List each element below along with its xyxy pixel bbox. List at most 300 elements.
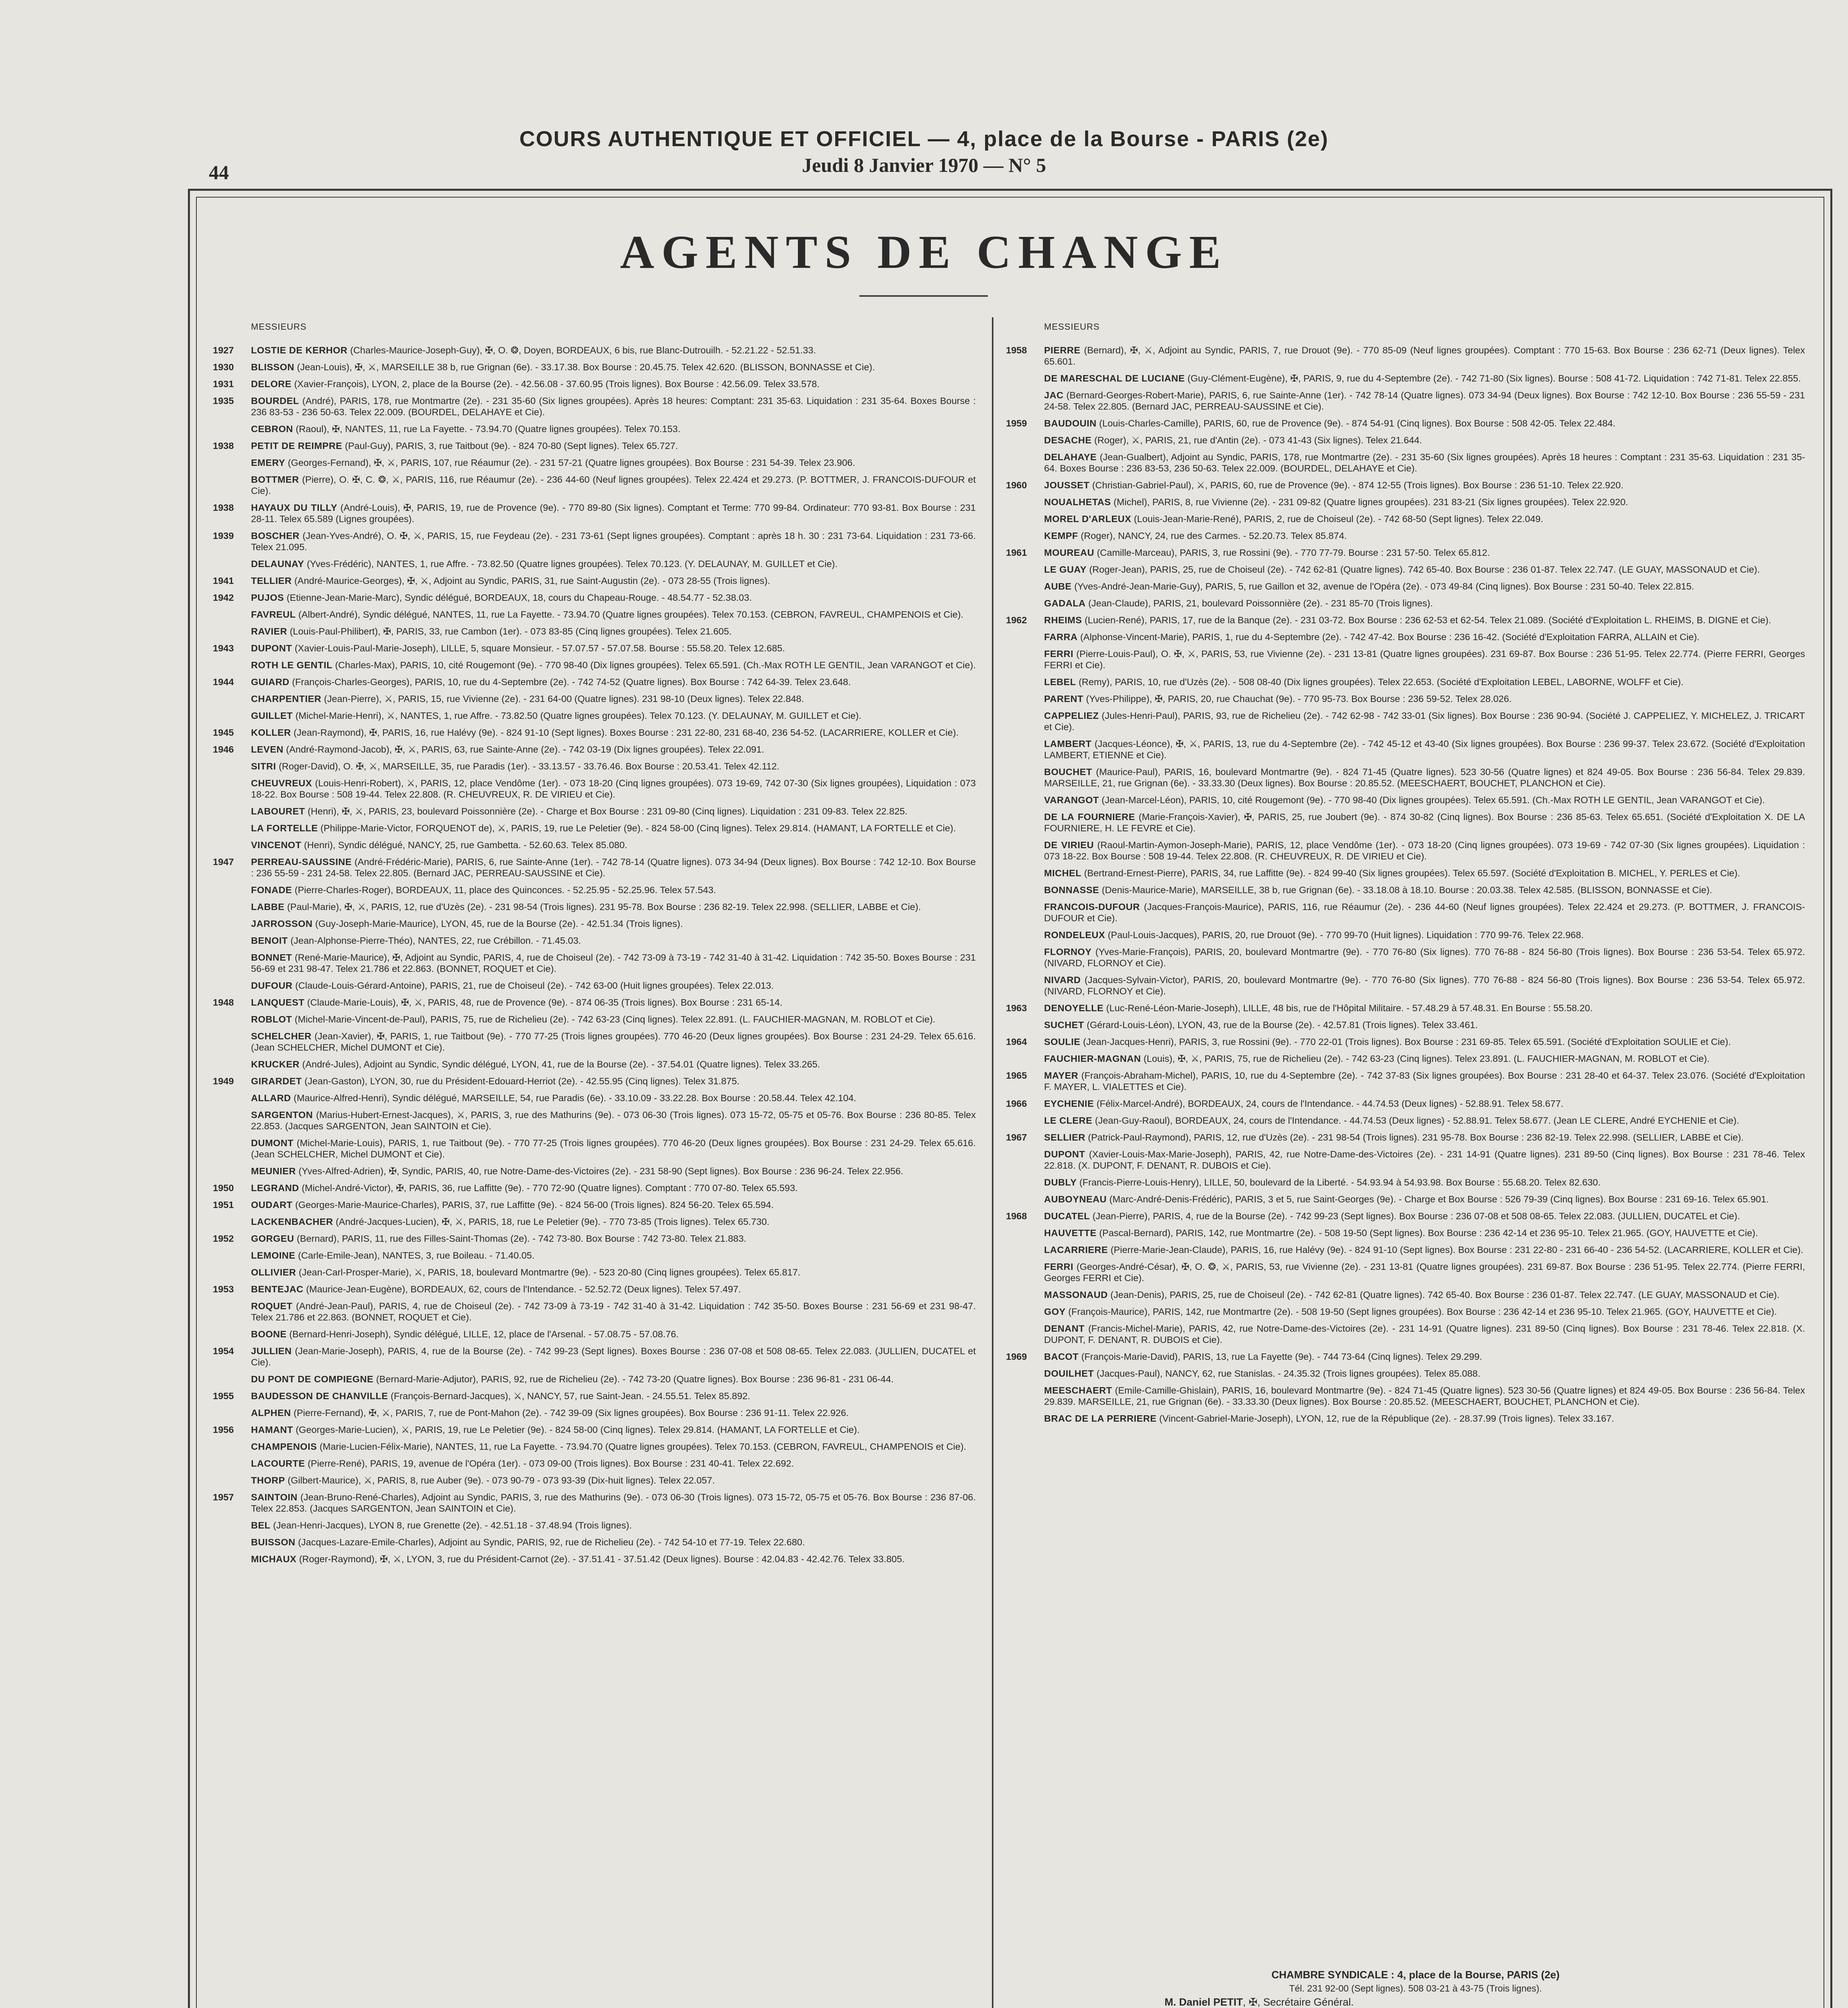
agent-details: (André), PARIS, 178, rue Montmartre (2e). - 231 35-60 (Six lignes groupées). Après 18 heures: Comptant: 231 35-63. Liquidation : 231 35-64. Boxes Bourse : 236 83-53 - 236 50-63. Telex 22.009. (BOURDEL, DELAHAYE et Cie). [251, 396, 976, 417]
agent-text [251, 1458, 976, 1469]
agent-details: (Yves-Philippe), ✠, PARIS, 20, rue Chauchat (9e). - 770 95-73. Box Bourse : 236 59-52. Telex 28.026. [1086, 694, 1512, 704]
agent-year [1006, 496, 1044, 508]
agent-name: LA FORTELLE [251, 823, 318, 833]
agent-text [251, 1407, 976, 1418]
agent-text [251, 1137, 976, 1160]
agent-details: (André-Louis), ✠, PARIS, 19, rue de Provence (9e). - 770 89-80 (Six lignes). Comptant et Terme: 770 99-84. Ordinateur: 770 93-81. Box Bourse : 231 28-11. Telex 65.589 (Lignes groupées). [251, 502, 976, 524]
agent-name: PERREAU-SAUSSINE [251, 857, 352, 867]
agent-year [213, 1373, 251, 1385]
agent-details: (André-Jules), Adjoint au Syndic, Syndic délégué, LYON, 41, rue de la Bourse (2e). - 37.54.01 (Quatre lignes). Telex 33.265. [302, 1059, 820, 1069]
agent-text [1044, 435, 1805, 446]
agent-details: (Etienne-Jean-Marie-Marc), Syndic délégué, BORDEAUX, 18, cours du Chapeau-Rouge. - 48.54.77 - 52.38.03. [286, 592, 752, 603]
agent-name: BOUCHET [1044, 767, 1092, 777]
agent-year [213, 918, 251, 929]
agent-name: NIVARD [1044, 975, 1081, 985]
agent-details: (Jean-Henri-Jacques), LYON 8, rue Grenette (2e). - 42.51.18 - 37.48.94 (Trois lignes). [273, 1520, 632, 1530]
agent-year [1006, 631, 1044, 643]
agent-year [213, 806, 251, 817]
agent-entry [213, 1300, 976, 1323]
agent-year: 1941 [213, 575, 234, 586]
agent-entry [213, 1441, 976, 1452]
agent-details: (Alphonse-Vincent-Marie), PARIS, 1, rue du 4-Septembre (2e). - 742 47-42. Box Bourse : 236 16-42. (Société d'Exploitation FARRA, ALLAIN et Cie). [1080, 632, 1700, 642]
agent-entry [1006, 811, 1805, 834]
agent-name: BAUDESSON DE CHANVILLE [251, 1391, 388, 1401]
agent-name: LACKENBACHER [251, 1216, 333, 1227]
agent-text [251, 1199, 976, 1210]
agent-name: DU PONT DE COMPIEGNE [251, 1374, 374, 1384]
agent-entry [213, 1137, 976, 1160]
agent-entry [1006, 1177, 1805, 1188]
agent-entry [1006, 1070, 1805, 1092]
agent-details: (Jean-Louis), ✠, ⚔, MARSEILLE 38 b, rue Grignan (6e). - 33.17.38. Box Bourse : 20.45.75. Telex 42.620. (BLISSON, BONNASSE et Cie). [297, 362, 875, 372]
agent-details: (Georges-André-César), ✠, O. ❂, ⚔, PARIS, 53, rue Vivienne (2e). - 231 13-81 (Quatre lignes groupées). 231 69-87. Box Bourse : 236 51-95. Telex 22.774. (Pierre FERRI, Georges FERRI et Cie). [1044, 1261, 1805, 1283]
agent-entry [1006, 345, 1805, 367]
chambre-people [1124, 1995, 1707, 2008]
agent-year [1006, 581, 1044, 592]
agent-entry [213, 643, 976, 654]
agent-name: LACARRIERE [1044, 1245, 1108, 1255]
agent-details: (Yves-Alfred-Adrien), ✠, Syndic, PARIS, 40, rue Notre-Dame-des-Victoires (2e). - 231 58-90 (Sept lignes). Box Bourse : 236 96-24. Telex 22.956. [298, 1166, 904, 1176]
agent-details: (Pierre-René), PARIS, 19, avenue de l'Opéra (1er). - 073 09-00 (Trois lignes). Box Bourse : 231 40-41. Telex 22.692. [308, 1458, 794, 1469]
agent-year [213, 822, 251, 834]
agent-details: (Roger), NANCY, 24, rue des Carmes. - 52.20.73. Telex 85.874. [1081, 531, 1347, 541]
agent-name: SOULIE [1044, 1037, 1081, 1047]
agent-year: 1948 [213, 997, 234, 1008]
agent-year: 1939 [213, 531, 234, 541]
agent-year [213, 901, 251, 912]
agent-year [213, 626, 251, 637]
agent-year [1006, 564, 1044, 575]
agent-name: OUDART [251, 1200, 293, 1210]
agent-name: AUBE [1044, 581, 1072, 592]
agent-year: 1965 [1006, 1070, 1027, 1081]
agent-year [1006, 974, 1044, 997]
agent-text [251, 1520, 976, 1531]
agent-details: (Jean-Pierre), PARIS, 4, rue de la Bourse (2e). - 742 99-23 (Sept lignes). Box Bourse : 236 07-08 et 508 08-65. Telex 22.083. (JULLIEN, DUCATEL et Cie). [1092, 1211, 1740, 1221]
agent-year [1006, 513, 1044, 524]
agent-entry [1006, 1351, 1805, 1362]
agent-name: CAPPELIEZ [1044, 710, 1099, 721]
agent-name: MOREL D'ARLEUX [1044, 514, 1132, 524]
agent-details: (Michel-Marie-Vincent-de-Paul), PARIS, 75, rue de Richelieu (2e). - 742 63-23 (Cinq lignes). Telex 22.891. (L. FAUCHIER-MAGNAN, M. ROBLOT et Cie). [294, 1014, 936, 1024]
agent-name: BONNET [251, 952, 292, 963]
agent-text [1044, 530, 1805, 541]
agent-text [1044, 1053, 1805, 1064]
agent-name: LOSTIE DE KERHOR [251, 345, 348, 355]
agent-text [251, 1390, 976, 1402]
agent-details: (Guy-Joseph-Marie-Maurice), LYON, 45, rue de la Bourse (2e). - 42.51.34 (Trois lignes). [315, 918, 683, 929]
agent-details: (Roger), ⚔, PARIS, 21, rue d'Antin (2e). - 073 41-43 (Six lignes). Telex 21.644. [1094, 435, 1422, 445]
agent-text [251, 558, 976, 569]
agent-year [1006, 1149, 1044, 1171]
agent-entry [213, 952, 976, 974]
agent-year [213, 1165, 251, 1177]
agent-details: (Bernard-Georges-Robert-Marie), PARIS, 6, rue Sainte-Anne (1er). - 742 78-14 (Quatre lignes). 073 34-94 (Deux lignes). Box Bourse : 742 12-10. Box Bourse : 236 55-59 - 231 24-58. Telex 22.805. (Bernard JAC, PERREAU-SAUSSINE et Cie). [1044, 390, 1805, 412]
agent-text [1044, 1194, 1805, 1205]
agent-year: 1953 [213, 1284, 234, 1294]
agent-details: (Pierre-Charles-Roger), BORDEAUX, 11, place des Quinconces. - 52.25.95 - 52.25.96. Telex 57.543. [294, 885, 716, 895]
agent-name: DUPONT [1044, 1149, 1085, 1159]
agent-entry [213, 918, 976, 929]
agent-entry [1006, 1098, 1805, 1109]
agent-entry [213, 1075, 976, 1087]
agent-text [251, 1233, 976, 1244]
agent-entry [1006, 1149, 1805, 1171]
agent-text [251, 609, 976, 620]
agent-details: (Félix-Marcel-André), BORDEAUX, 24, cours de l'Intendance. - 44.74.53 (Deux lignes) - 52.88.91. Telex 58.677. [1096, 1098, 1564, 1109]
agent-details: (Pascal-Bernard), PARIS, 142, rue Montmartre (2e). - 508 19-50 (Sept lignes). Box Bourse : 236 42-14 et 236 95-10. Telex 21.965. (GOY, HAUVETTE et Cie). [1099, 1228, 1758, 1238]
agent-name: LE GUAY [1044, 564, 1087, 575]
agent-entry [213, 1284, 976, 1295]
agent-text [251, 530, 976, 553]
agent-text [251, 1553, 976, 1565]
agent-entry [213, 659, 976, 671]
agent-text [1044, 1351, 1805, 1362]
agent-name: BUISSON [251, 1537, 296, 1547]
agent-year: 1969 [1006, 1351, 1027, 1362]
agent-details: (René-Marie-Maurice), ✠, Adjoint au Syndic, PARIS, 4, rue de Choiseul (2e). - 742 73-09 à 73-19 - 742 31-40 à 31-42. Liquidation : 742 35-50. Boxes Bourse : 231 56-69 et 231 98-47. Telex 21.786 et 22.863. (BONNET, ROQUET et Cie). [251, 952, 976, 974]
agent-details: (Camille-Marceau), PARIS, 3, rue Rossini (9e). - 770 77-79. Bourse : 231 57-50. Telex 65.812. [1097, 547, 1490, 558]
agent-text [1044, 929, 1805, 941]
agent-name: THORP [251, 1475, 285, 1486]
agent-text [1044, 345, 1805, 367]
agent-entry [1006, 1132, 1805, 1143]
agent-name: ROBLOT [251, 1014, 292, 1024]
agent-details: (Marie-François-Xavier), ✠, PARIS, 25, rue Joubert (9e). - 874 30-82 (Cinq lignes). Box Bourse : 236 85-63. Telex 65.651. (Société d'Exploitation X. DE LA FOURNIERE, H. LE FEVRE et Cie). [1044, 812, 1805, 833]
agent-details: (Denis-Maurice-Marie), MARSEILLE, 38 b, rue Grignan (6e). - 33.18.08 à 18.10. Bourse : 20.03.38. Telex 42.585. (BLISSON, BONNASSE et Cie). [1101, 885, 1712, 895]
agent-details: (Xavier-Louis-Max-Marie-Joseph), PARIS, 42, rue Notre-Dame-des-Victoires (2e). - 231 14-91 (Quatre lignes). 231 89-50 (Cinq lignes). Box Bourse : 231 78-46. Telex 22.818. (X. DUPONT, F. DENANT, R. DUBOIS et Cie). [1044, 1149, 1805, 1171]
agent-year: 1955 [213, 1391, 234, 1401]
title-rule [859, 295, 988, 297]
agent-details: (Louis-Jean-Marie-René), PARIS, 2, rue de Choiseul (2e). - 742 68-50 (Sept lignes). Telex 22.049. [1134, 514, 1543, 524]
agent-name: ALLARD [251, 1093, 291, 1103]
agent-details: (Maurice-Jean-Eugène), BORDEAUX, 62, cours de l'Intendance. - 52.52.72 (Deux lignes). Telex 57.497. [306, 1284, 741, 1294]
agent-entry [213, 423, 976, 435]
agent-entry [1006, 1227, 1805, 1239]
agent-entry [213, 1267, 976, 1278]
agent-name: SITRI [251, 761, 276, 771]
agent-text [1044, 1132, 1805, 1143]
agent-text [1044, 480, 1805, 491]
agent-details: (Henri), Syndic délégué, NANCY, 25, rue Gambetta. - 52.60.63. Telex 85.080. [304, 840, 628, 850]
agent-name: OLLIVIER [251, 1267, 296, 1277]
agent-name: GIRARDET [251, 1076, 302, 1086]
agent-text [1044, 766, 1805, 789]
agent-details: (Xavier-François), LYON, 2, place de la Bourse (2e). - 42.56.08 - 37.60.95 (Trois lignes). Box Bourse : 42.56.09. Telex 33.578. [294, 379, 820, 389]
left-column [213, 321, 976, 1570]
agent-entry [213, 997, 976, 1008]
agent-year [213, 1553, 251, 1565]
agent-details: (Remy), PARIS, 10, rue d'Uzès (2e). - 508 08-40 (Dix lignes groupées). Telex 22.653. (Société d'Exploitation LEBEL, LABORNE, WOLFF et Cie). [1079, 677, 1684, 687]
agent-year [1006, 1413, 1044, 1424]
chambre-person-name: M. Daniel PETIT [1165, 1996, 1243, 2008]
agent-details: (Jacques-Sylvain-Victor), PARIS, 20, boulevard Montmartre (9e). - 770 76-80 (Six lignes). 770 76-88 - 824 56-80 (Trois lignes). Box Bourse : 236 53-54. Telex 65.972. (NIVARD, FLORNOY et Cie). [1044, 975, 1805, 996]
agent-entry [1006, 1115, 1805, 1126]
agent-text [251, 901, 976, 912]
agent-details: (Paul-Marie), ✠, ⚔, PARIS, 12, rue d'Uzès (2e). - 231 98-54 (Trois lignes). 231 95-78. Box Bourse : 236 82-19. Telex 22.998. (SELLIER, LABBE et Cie). [287, 902, 921, 912]
agent-entry [1006, 496, 1805, 508]
agent-name: VARANGOT [1044, 795, 1099, 805]
agent-text [251, 474, 976, 496]
agent-year [1006, 1115, 1044, 1126]
agent-details: (Pierre-Fernand), ✠, ⚔, PARIS, 7, rue de Pont-Mahon (2e). - 742 39-09 (Six lignes groupées). Box Bourse : 236 91-11. Telex 22.926. [294, 1408, 849, 1418]
agent-details: (Henri), ✠, ⚔, PARIS, 23, boulevard Poissonnière (2e). - Charge et Box Bourse : 231 09-80 (Cinq lignes). Liquidation : 231 09-83. Telex 22.825. [308, 806, 908, 816]
agent-text [1044, 1149, 1805, 1171]
agent-details: (Guy-Clément-Eugène), ✠, PARIS, 9, rue du 4-Septembre (2e). - 742 71-80 (Six lignes). Bourse : 508 41-72. Liquidation : 742 71-81. Telex 22.855. [1187, 373, 1801, 384]
agent-text [1044, 693, 1805, 704]
agent-details: (Pierre-Louis-Paul), O. ✠, ⚔, PARIS, 53, rue Vivienne (2e). - 231 13-81 (Quatre lignes groupées). 231 69-87. Box Bourse : 236 51-95. Telex 22.774. (Pierre FERRI, Georges FERRI et Cie). [1044, 649, 1805, 670]
agent-details: (Patrick-Paul-Raymond), PARIS, 12, rue d'Uzès (2e). - 231 98-54 (Trois lignes). 231 95-78. Box Bourse : 236 82-19. Telex 22.998. (SELLIER, LABBE et Cie). [1088, 1132, 1744, 1143]
agent-entry [1006, 1368, 1805, 1379]
agent-name: KEMPF [1044, 531, 1078, 541]
agent-year: 1938 [213, 502, 234, 513]
agent-year: 1964 [1006, 1037, 1027, 1047]
agent-name: BAUDOUIN [1044, 418, 1097, 429]
agent-text [251, 935, 976, 946]
agent-entry [213, 1216, 976, 1227]
agent-year [213, 980, 251, 991]
agent-entry [1006, 676, 1805, 688]
agent-year [213, 1328, 251, 1340]
agent-text [251, 676, 976, 688]
agent-text [251, 1328, 976, 1340]
agent-name: LEBEL [1044, 677, 1076, 687]
agent-year [1006, 811, 1044, 834]
agent-year [1006, 390, 1044, 412]
agent-entry [1006, 1306, 1805, 1317]
agent-name: BENTEJAC [251, 1284, 304, 1294]
agent-text [251, 1250, 976, 1261]
agent-entry [1006, 1261, 1805, 1284]
agent-entry [1006, 390, 1805, 412]
agent-year [213, 710, 251, 721]
agent-details: (Marie-Lucien-Félix-Marie), NANTES, 11, rue La Fayette. - 73.94.70 (Quatre lignes groupées). Telex 70.153. (CEBRON, FAVREUL, CHAMPENOIS et Cie). [319, 1441, 967, 1452]
agent-details: (Gérard-Louis-Léon), LYON, 43, rue de la Bourse (2e). - 42.57.81 (Trois lignes). Telex 33.461. [1087, 1020, 1478, 1030]
agent-details: (Georges-Marie-Lucien), ⚔, PARIS, 19, rue Le Peletier (9e). - 824 58-00 (Cinq lignes). Telex 29.814. (HAMANT, LA FORTELLE et Cie). [296, 1424, 860, 1435]
agent-name: LACOURTE [251, 1458, 305, 1469]
agent-entry [1006, 710, 1805, 733]
agent-year [213, 1092, 251, 1104]
agent-text [1044, 884, 1805, 896]
agent-name: DE VIRIEU [1044, 840, 1094, 850]
agent-name: KOLLER [251, 727, 291, 738]
agent-year: 1944 [213, 677, 234, 687]
agent-text [1044, 631, 1805, 643]
agent-name: ALPHEN [251, 1408, 291, 1418]
agent-entry [1006, 614, 1805, 626]
agent-year [1006, 867, 1044, 879]
agent-entry [213, 856, 976, 879]
agent-details: (Jean-Gaston), LYON, 30, rue du Président-Edouard-Herriot (2e). - 42.55.95 (Cinq lignes). Telex 31.875. [304, 1076, 740, 1086]
agent-entry [213, 822, 976, 834]
agent-name: ROTH LE GENTIL [251, 660, 332, 670]
agent-details: (Albert-André), Syndic délégué, NANTES, 11, rue La Fayette. - 73.94.70 (Quatre lignes groupées). Telex 70.153. (CEBRON, FAVREUL, CHAMPENOIS et Cie). [298, 609, 964, 620]
agent-name: KRUCKER [251, 1059, 300, 1069]
agent-year: 1954 [213, 1346, 234, 1356]
agent-details: (Jacques-Paul), NANCY, 62, rue Stanislas. - 24.35.32 (Trois lignes groupées). Telex 85.088. [1096, 1368, 1481, 1379]
agent-entry [1006, 1194, 1805, 1205]
agent-name: JOUSSET [1044, 480, 1090, 490]
agent-entry [213, 395, 976, 418]
agent-text [251, 744, 976, 755]
agent-year [213, 777, 251, 800]
agent-text [251, 839, 976, 851]
agent-text [1044, 1115, 1805, 1126]
agent-year [1006, 901, 1044, 924]
agent-entry [1006, 373, 1805, 384]
agent-year: 1945 [213, 727, 234, 738]
agent-text [251, 980, 976, 991]
agent-entry [213, 1424, 976, 1435]
agent-text [1044, 901, 1805, 924]
agent-name: BOSCHER [251, 531, 300, 541]
agent-entry [1006, 929, 1805, 941]
agent-text [251, 1492, 976, 1514]
agent-name: GOY [1044, 1306, 1066, 1317]
agent-entry [213, 1014, 976, 1025]
agent-entry [1006, 839, 1805, 862]
agent-year: 1927 [213, 345, 234, 355]
agent-text [1044, 581, 1805, 592]
agent-text [1044, 648, 1805, 671]
agent-text [251, 395, 976, 418]
agent-text [1044, 1177, 1805, 1188]
agent-details: (Georges-Marie-Maurice-Charles), PARIS, 37, rue Laffitte (9e). - 824 56-00 (Trois lignes). 824 56-20. Telex 65.594. [295, 1200, 774, 1210]
agent-entry [213, 1345, 976, 1368]
agent-name: DUCATEL [1044, 1211, 1090, 1221]
agent-entry [213, 1458, 976, 1469]
agent-details: (Xavier-Louis-Paul-Marie-Joseph), LILLE, 5, square Monsieur. - 57.07.57 - 57.07.58. Bourse : 55.58.20. Telex 12.685. [294, 643, 785, 653]
agent-text [251, 378, 976, 390]
agent-entry [213, 935, 976, 946]
agent-text [1044, 1385, 1805, 1407]
agent-name: SCHELCHER [251, 1031, 312, 1041]
agent-name: BOONE [251, 1329, 287, 1339]
agent-details: (Jean-Raymond), ✠, PARIS, 16, rue Halévy (9e). - 824 91-10 (Sept lignes). Boxes Bourse : 231 22-80, 231 68-40, 236 54-52. (LACARRIERE, KOLLER et Cie). [294, 727, 959, 738]
agent-year [213, 839, 251, 851]
agent-year [1006, 929, 1044, 941]
agent-details: (André-Raymond-Jacob), ✠, ⚔, PARIS, 63, rue Sainte-Anne (2e). - 742 03-19 (Dix lignes groupées). Telex 22.091. [286, 744, 765, 755]
agent-entry [213, 839, 976, 851]
agent-entry [213, 592, 976, 603]
header-line1: COURS AUTHENTIQUE ET OFFICIEL — 4, place de la Bourse - PARIS (2e) [519, 127, 1329, 151]
agent-entry [213, 901, 976, 912]
agent-name: BEL [251, 1520, 271, 1530]
agent-year [213, 935, 251, 946]
agent-details: (André-Jacques-Lucien), ✠, ⚔, PARIS, 18, rue Le Peletier (9e). - 770 73-85 (Trois lignes). Telex 65.730. [335, 1216, 770, 1227]
agent-details: (Paul-Guy), PARIS, 3, rue Taitbout (9e). - 824 70-80 (Sept lignes). Telex 65.727. [345, 441, 678, 451]
agent-name: DENOYELLE [1044, 1003, 1104, 1013]
agent-details: (Yves-André-Jean-Marie-Guy), PARIS, 5, rue Gaillon et 32, avenue de l'Opéra (2e). - 073 49-84 (Cinq lignes). Box Bourse : 231 50-40. Telex 22.815. [1074, 581, 1694, 592]
agent-name: MEESCHAERT [1044, 1385, 1112, 1396]
agent-entry [213, 1537, 976, 1548]
agent-text [251, 761, 976, 772]
agent-text [251, 1092, 976, 1104]
agent-year [1006, 373, 1044, 384]
agent-entry [213, 626, 976, 637]
agent-text [1044, 598, 1805, 609]
agent-entry [213, 378, 976, 390]
page-title: AGENTS DE CHANGE [620, 226, 1228, 278]
agent-year [213, 952, 251, 974]
agent-year [1006, 693, 1044, 704]
agent-name: AUBOYNEAU [1044, 1194, 1107, 1204]
agent-details: (Raoul), ✠, NANTES, 11, rue La Fayette. - 73.94.70 (Quatre lignes groupées). Telex 70.153. [296, 424, 681, 434]
agent-text [1044, 1368, 1805, 1379]
agent-entry [213, 1165, 976, 1177]
agent-name: EYCHENIE [1044, 1098, 1094, 1109]
agent-name: HAMANT [251, 1424, 293, 1435]
agent-year [1006, 1306, 1044, 1317]
agent-year [213, 1300, 251, 1323]
agent-details: (André-Maurice-Georges), ✠, ⚔, Adjoint au Syndic, PARIS, 31, rue Saint-Augustin (2e). - 073 28-55 (Trois lignes). [294, 575, 770, 586]
agent-details: (Bertrand-Ernest-Pierre), PARIS, 34, rue Laffitte (9e). - 824 99-40 (Six lignes groupées). Telex 65.597. (Société d'Exploitation B. MICHEL, Y. PERLES et Cie). [1084, 868, 1740, 878]
agent-text [1044, 1019, 1805, 1031]
agent-year [213, 609, 251, 620]
agent-year: 1959 [1006, 418, 1027, 429]
agent-entry [1006, 1385, 1805, 1407]
agent-entry [1006, 435, 1805, 446]
agent-text [251, 626, 976, 637]
agent-entry [213, 806, 976, 817]
agent-entry [213, 1475, 976, 1486]
agent-entry [1006, 1323, 1805, 1345]
agent-text [251, 1300, 976, 1323]
agent-text [251, 1373, 976, 1385]
agent-details: (Pierre-Marie-Jean-Claude), PARIS, 16, rue Halévy (9e). - 824 91-10 (Sept lignes). Box Bourse : 231 22-80 - 231 66-40 - 236 54-52. (LACARRIERE, KOLLER et Cie). [1110, 1245, 1803, 1255]
agent-text [251, 440, 976, 451]
agent-details: (Jean-Denis), PARIS, 25, rue de Choiseul (2e). - 742 62-81 (Quatre lignes). 742 65-40. Box Bourse : 236 01-87. Telex 22.747. (LE GUAY, MASSONAUD et Cie). [1110, 1290, 1780, 1300]
agent-year: 1930 [213, 362, 234, 372]
agent-text [251, 710, 976, 721]
agent-text [251, 592, 976, 603]
agent-text [251, 806, 976, 817]
agent-details: (Gilbert-Maurice), ⚔, PARIS, 8, rue Auber (9e). - 073 90-79 - 073 93-39 (Dix-huit lignes). Telex 22.057. [288, 1475, 715, 1486]
agent-year: 1961 [1006, 547, 1027, 558]
agent-name: LEVEN [251, 744, 284, 755]
agent-text [1044, 710, 1805, 733]
agent-text [251, 918, 976, 929]
agent-details: (Emile-Camille-Ghislain), PARIS, 16, boulevard Montmartre (9e). - 824 71-45 (Quatre lignes). 523 30-56 (Quatre lignes) et 824 49-05. Box Bourse : 236 56-84. Telex 29.839. MARSEILLE, 21, rue Grignan (6e). - 33.33.30 (Deux lignes). Box Bourse : 20.85.52. (MEESCHAERT, BOUCHET, PLANCHON et Cie). [1044, 1385, 1805, 1407]
agent-entry [1006, 1002, 1805, 1014]
agent-name: ROQUET [251, 1301, 293, 1311]
agent-name: MASSONAUD [1044, 1290, 1108, 1300]
agent-details: (Jean-Yves-André), O. ✠, ⚔, PARIS, 15, rue Feydeau (2e). - 231 73-61 (Sept lignes groupées). Comptant : après 18 h. 30 : 231 73-64. Liquidation : 231 73-66. Telex 21.095. [251, 531, 976, 552]
agent-year [213, 761, 251, 772]
agent-year [1006, 451, 1044, 474]
agent-entry [1006, 794, 1805, 806]
agent-year [1006, 1053, 1044, 1064]
agent-details: (Yves-Frédéric), NANTES, 1, rue Affre. - 73.82.50 (Quatre lignes groupées). Telex 70.123. (Y. DELAUNAY, M. GUILLET et Cie). [306, 559, 838, 569]
agent-text [251, 659, 976, 671]
agent-details: (Francis-Pierre-Louis-Henry), LILLE, 50, boulevard de la Liberté. - 54.93.94 à 54.93.98. Box Bourse : 55.68.20. Telex 82.630. [1079, 1177, 1601, 1188]
agent-entry [213, 1328, 976, 1340]
agent-year [1006, 766, 1044, 789]
agent-year [1006, 884, 1044, 896]
agent-name: RHEIMS [1044, 615, 1082, 625]
agent-details: (Marius-Hubert-Ernest-Jacques), ⚔, PARIS, 3, rue des Mathurins (9e). - 073 06-30 (Trois lignes). 073 15-72, 05-75 et 05-76. Box Bourse : 236 80-85. Telex 22.853. (Jacques SARGENTON, Jean SAINTOIN et Cie). [251, 1110, 976, 1131]
agent-details: (Pierre), O. ✠, C. ❂, ⚔, PARIS, 116, rue Réaumur (2e). - 236 44-60 (Neuf lignes groupées). Telex 22.424 et 29.273. (P. BOTTMER, J. FRANCOIS-DUFOUR et Cie). [251, 474, 976, 496]
agent-name: DE MARESCHAL DE LUCIANE [1044, 373, 1185, 384]
agent-details: (Michel-Marie-Henri), ⚔, NANTES, 1, rue Affre. - 73.82.50 (Quatre lignes groupées). Telex 70.123. (Y. DELAUNAY, M. GUILLET et Cie). [295, 710, 862, 721]
agent-name: EMERY [251, 457, 286, 468]
agent-text [251, 423, 976, 435]
chambre-heading: CHAMBRE SYNDICALE : 4, place de la Bourse, PARIS (2e) [1271, 1969, 1560, 1981]
agent-year: 1946 [213, 744, 234, 755]
agent-entry [213, 1092, 976, 1104]
agent-details: (Georges-Fernand), ✠, ⚔, PARIS, 107, rue Réaumur (2e). - 231 57-21 (Quatre lignes groupées). Box Bourse : 231 54-39. Telex 23.906. [288, 457, 855, 468]
agent-name: DUBLY [1044, 1177, 1077, 1188]
